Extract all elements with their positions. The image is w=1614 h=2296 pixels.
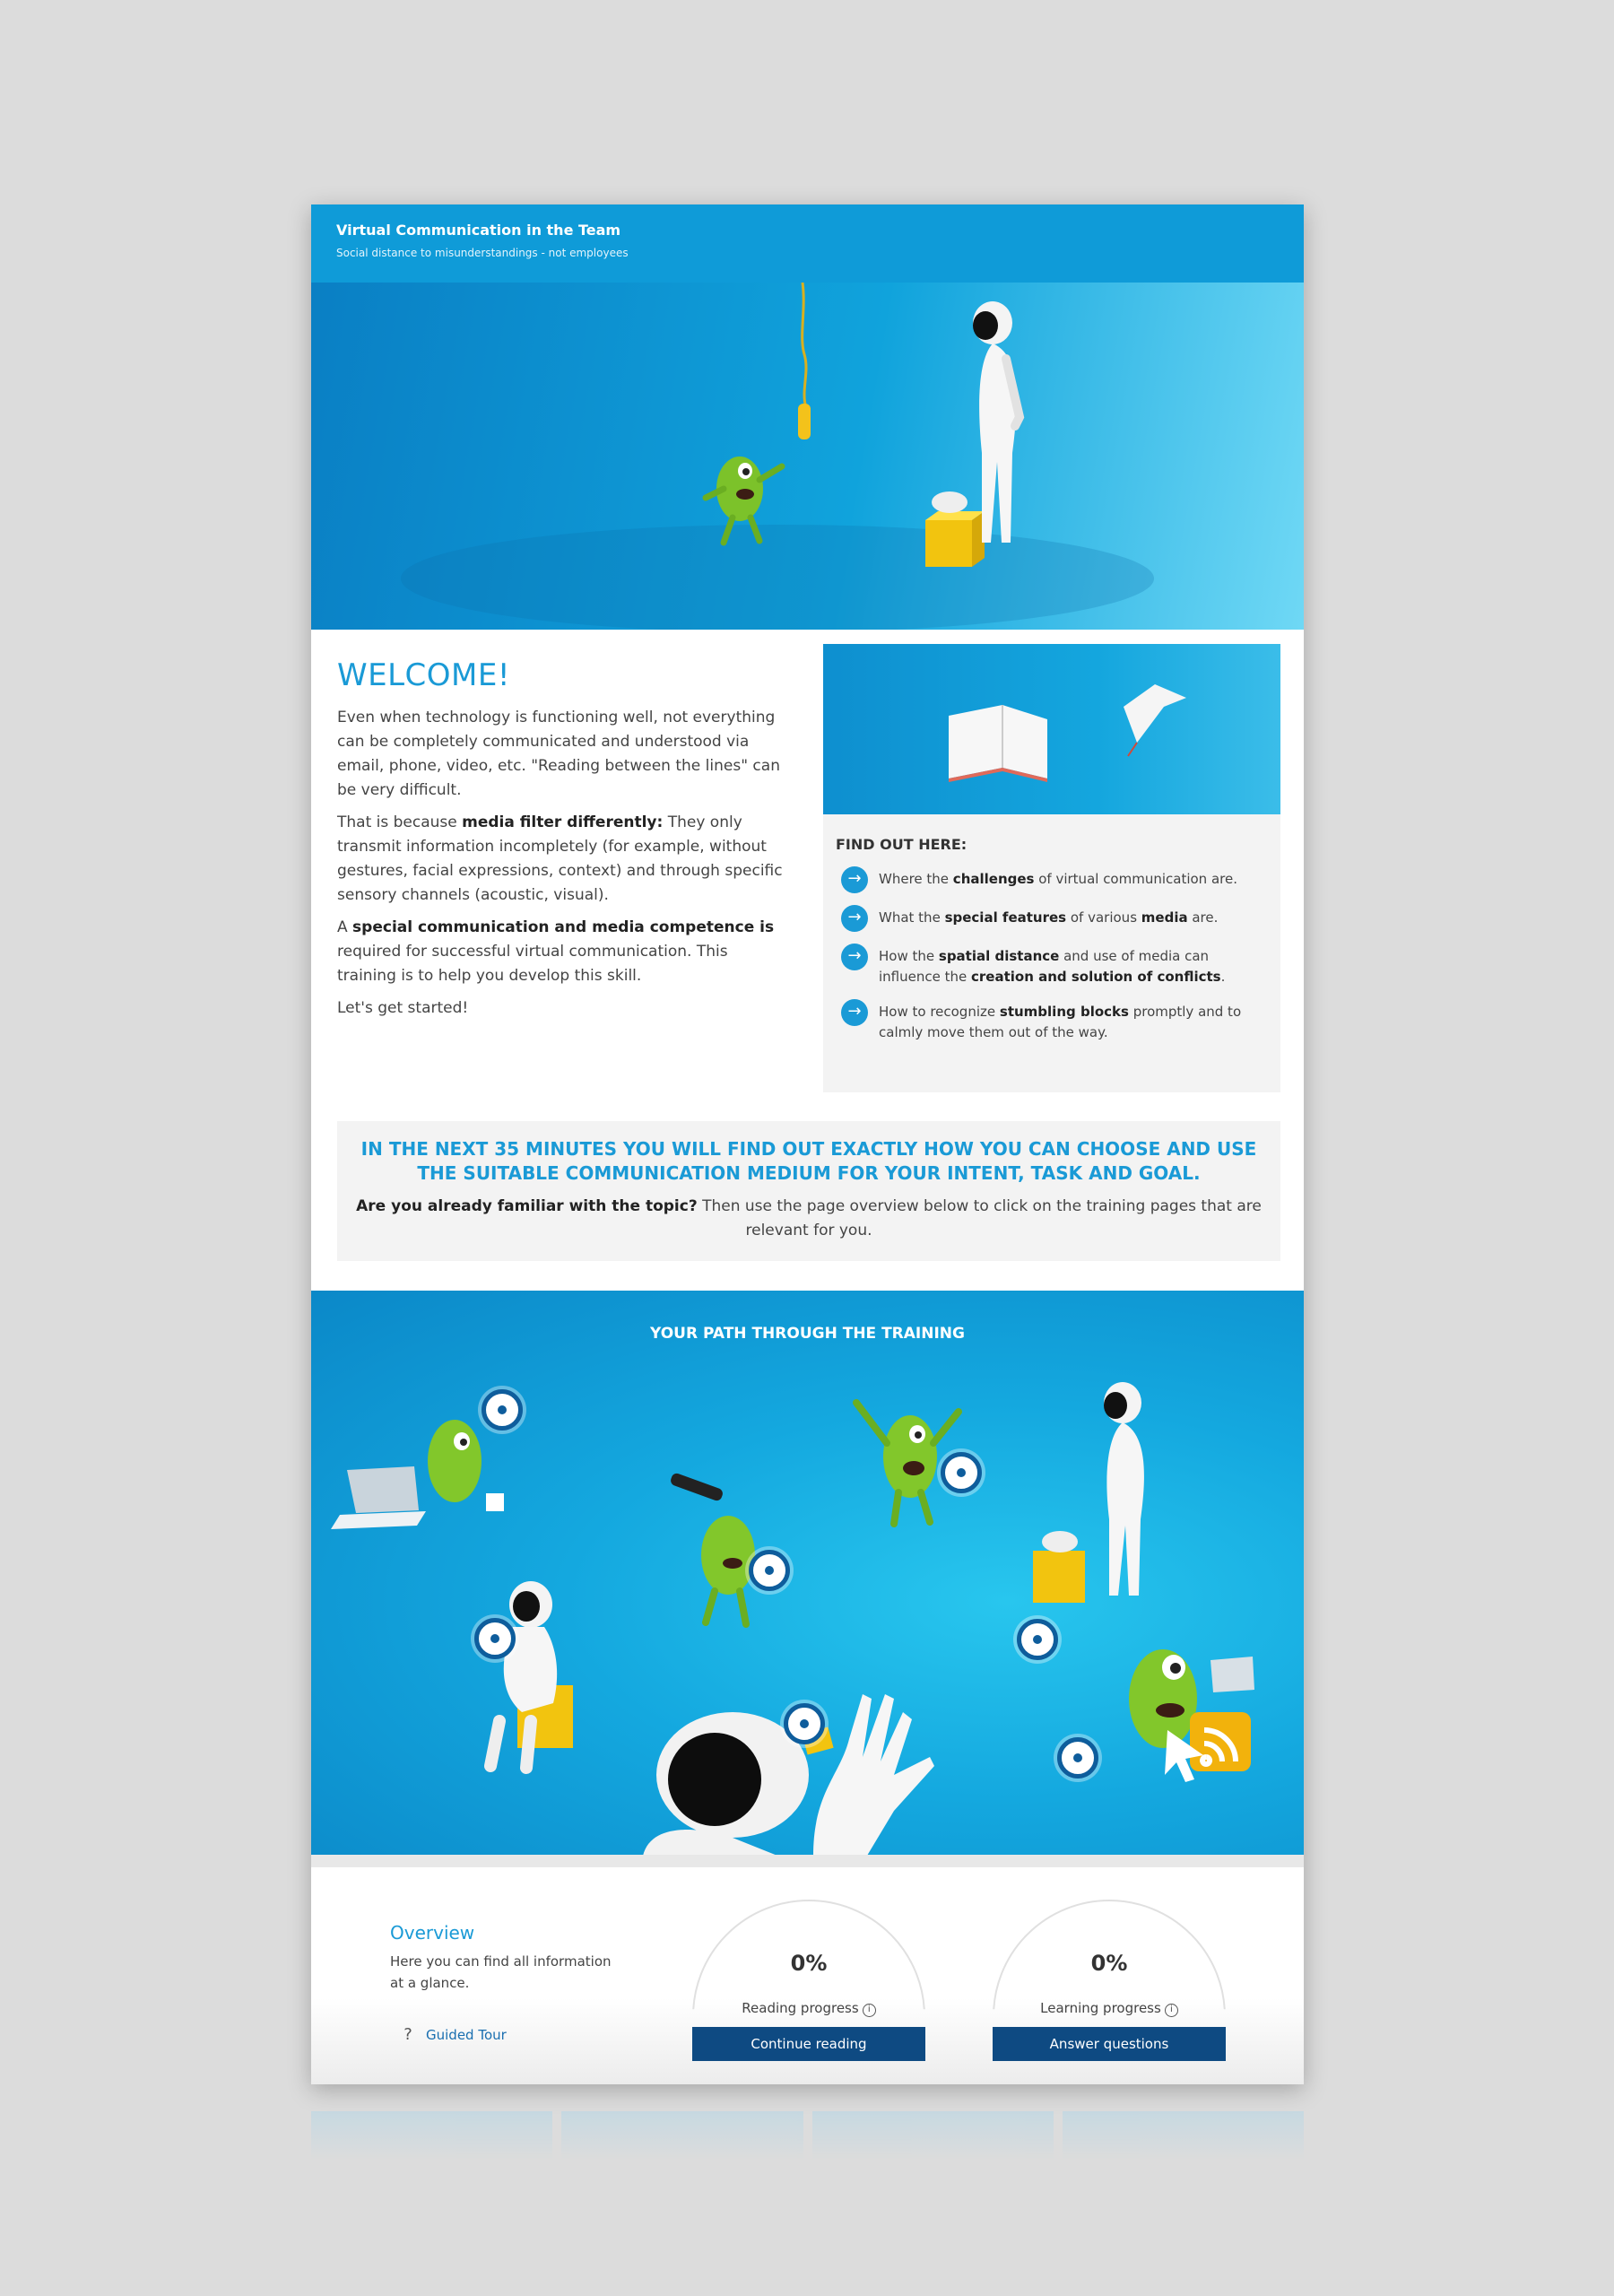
info-icon[interactable]: i — [863, 2004, 876, 2017]
reflection-tile — [812, 2111, 1054, 2161]
list-item: → What the special features of various media are. — [841, 908, 1268, 932]
learning-progress-gauge — [993, 1900, 1226, 2070]
welcome-section — [337, 657, 785, 1029]
path-hotspot-2[interactable] — [941, 1452, 982, 1493]
welcome-paragraph-3: A special communication and media competence is required for successful virtual communication. This training is to help you develop this skill. — [337, 918, 775, 985]
section-divider — [311, 1855, 1304, 1867]
overview-info — [390, 1922, 623, 1994]
guided-tour-link[interactable] — [390, 2025, 507, 2044]
overview-title: Overview — [390, 1922, 475, 1944]
reflection-tile — [1063, 2111, 1304, 2161]
welcome-paragraph-1: Even when technology is functioning well, not everything can be completely communicated and understood via email, phone, video, etc. "Reading between the lines" can be very difficult. — [337, 709, 780, 799]
answer-questions-button[interactable]: Answer questions — [993, 2027, 1226, 2061]
guided-tour-label: Guided Tour — [426, 2026, 507, 2043]
path-hotspot-5[interactable] — [1017, 1619, 1058, 1660]
overview-text: Here you can find all information at a glance. — [390, 1953, 612, 1991]
training-path-map — [311, 1291, 1304, 1856]
list-item: → How to recognize stumbling blocks promptly and to calmly move them out of the way. — [841, 1002, 1268, 1043]
course-subtitle: Social distance to misunderstandings - not employees — [336, 247, 629, 259]
path-hotspot-3[interactable] — [749, 1550, 790, 1591]
path-hotspot-6[interactable] — [784, 1703, 825, 1744]
reading-progress-value: 0% — [790, 1951, 828, 1976]
books-image — [823, 644, 1280, 814]
path-title: YOUR PATH THROUGH THE TRAINING — [650, 1325, 965, 1343]
hero-image — [311, 283, 1304, 630]
path-hotspot-1[interactable] — [482, 1389, 523, 1431]
arrow-right-icon: → — [841, 944, 868, 970]
reflection-tile — [561, 2111, 803, 2161]
info-icon[interactable]: i — [1165, 2004, 1178, 2017]
learning-progress-value: 0% — [1090, 1951, 1128, 1976]
welcome-paragraph-4: Let's get started! — [337, 999, 469, 1017]
intro-callout — [337, 1121, 1280, 1261]
welcome-heading: WELCOME! — [337, 657, 510, 693]
arrow-right-icon: → — [841, 999, 868, 1026]
find-out-title: FIND OUT HERE: — [836, 836, 968, 853]
list-item: → Where the challenges of virtual communication are. — [841, 869, 1268, 893]
reflection-tile — [311, 2111, 552, 2161]
welcome-paragraph-2: That is because media filter differently: They only transmit information incompletely (for example, without gestures, facial expressions, context) and through specific sensory channels (acoustic, visual). — [337, 813, 783, 904]
path-hotspot-7[interactable] — [1057, 1737, 1098, 1779]
arrow-right-icon: → — [841, 905, 868, 932]
continue-reading-button[interactable]: Continue reading — [692, 2027, 925, 2061]
learning-progress-label: Learning progress i — [993, 2000, 1226, 2017]
training-page — [311, 204, 1304, 2084]
path-hotspot-4[interactable] — [474, 1618, 516, 1659]
intro-headline: IN THE NEXT 35 MINUTES YOU WILL FIND OUT EXACTLY HOW YOU CAN CHOOSE AND USE THE SUITABLE COMMUNICATION MEDIUM FOR YOUR INTENT, TASK AND GOAL. — [360, 1138, 1257, 1184]
reading-progress-gauge — [692, 1900, 925, 2070]
help-icon: ? — [404, 2025, 412, 2044]
overview-bar — [311, 1868, 1304, 2084]
page-reflection — [311, 2111, 1304, 2161]
find-out-list — [823, 869, 1280, 1043]
reading-progress-label: Reading progress i — [692, 2000, 925, 2017]
intro-subtext: Are you already familiar with the topic? Then use the page overview below to click on the training pages that are relevant for you. — [356, 1197, 1262, 1239]
page-header — [311, 204, 1304, 283]
list-item: → How the spatial distance and use of media can influence the creation and solution of conflicts. — [841, 946, 1268, 987]
arrow-right-icon: → — [841, 866, 868, 893]
find-out-panel — [823, 644, 1280, 1092]
course-title: Virtual Communication in the Team — [336, 222, 621, 239]
